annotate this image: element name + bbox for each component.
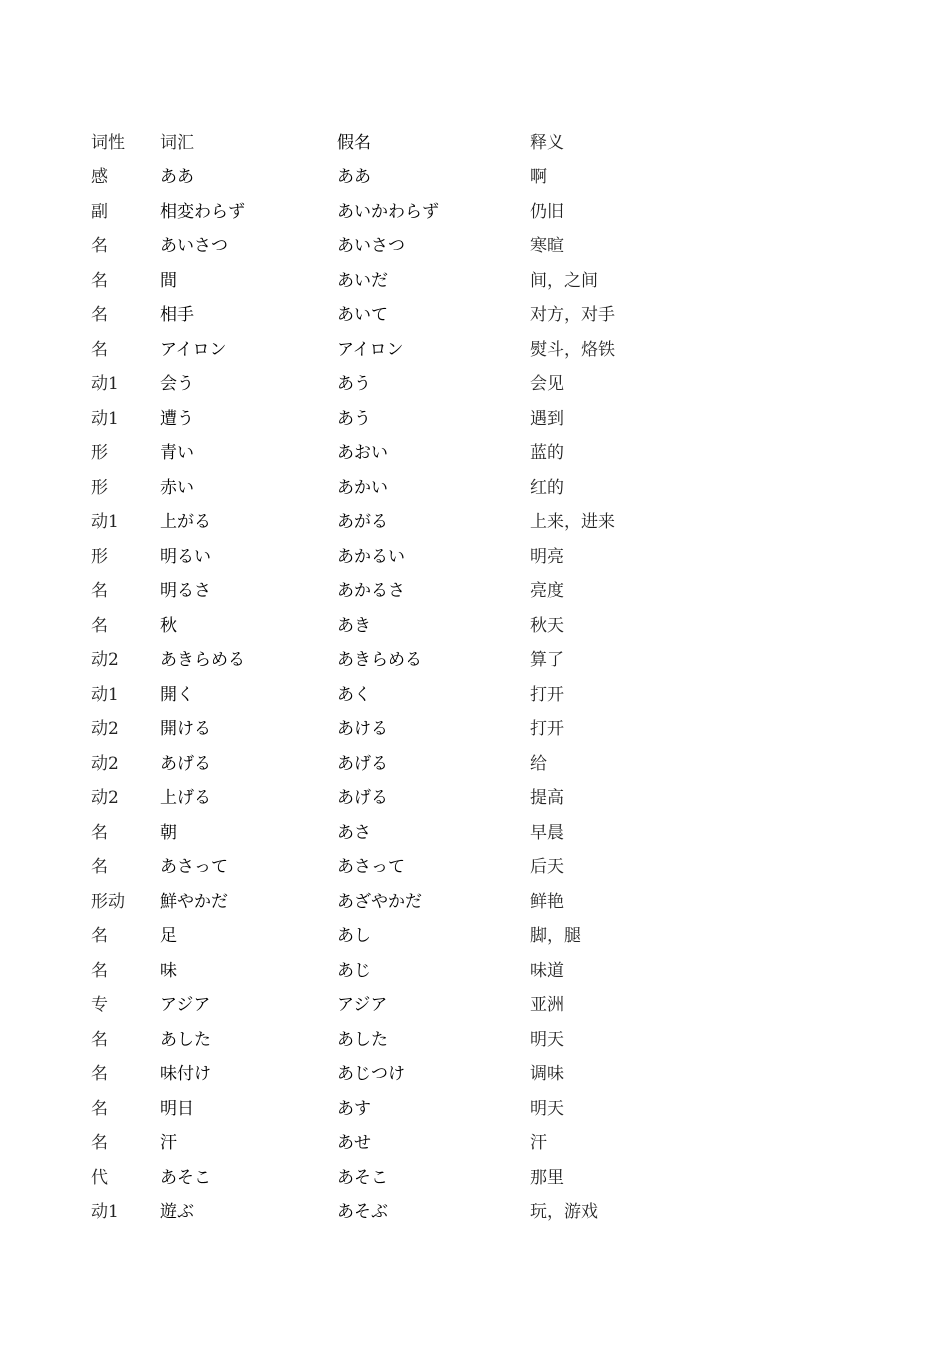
word-cell: 遊ぶ [160,1202,194,1223]
pos-cell: 名 [91,1098,108,1119]
table-row [91,641,691,676]
kana-cell: あいだ [337,270,388,291]
meaning-cell: 玩，游戏 [530,1202,598,1223]
meaning-cell: 熨斗，烙铁 [530,339,615,360]
table-row [91,710,691,745]
table-row [91,468,691,503]
word-cell: あそこ [160,1167,211,1188]
pos-cell: 动2 [91,650,119,671]
table-row [91,537,691,572]
meaning-cell: 对方，对手 [530,305,615,326]
word-cell: 汗 [160,1133,177,1154]
table-row [91,744,691,779]
meaning-cell: 亮度 [530,581,564,602]
meaning-cell: 秋天 [530,615,564,636]
table-row [91,399,691,434]
kana-cell: あがる [337,512,388,533]
kana-cell: あかい [337,477,388,498]
word-cell: 青い [160,443,194,464]
pos-cell: 名 [91,1064,108,1085]
table-row [91,1193,691,1228]
word-cell: 明るさ [160,581,211,602]
table-row [91,882,691,917]
word-cell: 会う [160,374,194,395]
word-cell: 開く [160,684,194,705]
word-cell: 足 [160,926,177,947]
meaning-cell: 会见 [530,374,564,395]
table-row [91,1055,691,1090]
kana-cell: あきらめる [337,650,422,671]
word-cell: アイロン [160,339,227,360]
header-meaning: 释义 [530,132,564,153]
table-row [91,365,691,400]
meaning-cell: 啊 [530,167,547,188]
kana-cell: あける [337,719,388,740]
word-cell: 相手 [160,305,194,326]
word-cell: 朝 [160,822,177,843]
kana-cell: あさ [337,822,371,843]
pos-cell: 名 [91,926,108,947]
kana-cell: あし [337,926,371,947]
table-row [91,675,691,710]
header-word: 词汇 [160,132,194,153]
pos-cell: 动2 [91,788,119,809]
table-row [91,951,691,986]
meaning-cell: 算了 [530,650,564,671]
pos-cell: 名 [91,960,108,981]
meaning-cell: 后天 [530,857,564,878]
pos-cell: 名 [91,305,108,326]
pos-cell: 名 [91,1029,108,1050]
table-row [91,572,691,607]
meaning-cell: 间，之间 [530,270,598,291]
word-cell: 開ける [160,719,211,740]
meaning-cell: 鲜艳 [530,891,564,912]
pos-cell: 专 [91,995,108,1016]
pos-cell: 动2 [91,753,119,774]
pos-cell: 形 [91,546,108,567]
header-kana: 假名 [337,132,371,153]
word-cell: 味 [160,960,177,981]
kana-cell: あそこ [337,1167,388,1188]
table-row [91,813,691,848]
word-cell: 上がる [160,512,211,533]
word-cell: あした [160,1029,211,1050]
kana-cell: あき [337,615,371,636]
table-row [91,1089,691,1124]
meaning-cell: 蓝的 [530,443,564,464]
word-cell: あきらめる [160,650,245,671]
pos-cell: 动1 [91,684,119,705]
word-cell: あさって [160,857,228,878]
meaning-cell: 红的 [530,477,564,498]
table-row [91,917,691,952]
table-row [91,158,691,193]
pos-cell: 副 [91,201,108,222]
table-row [91,1124,691,1159]
word-cell: 味付け [160,1064,211,1085]
kana-cell: あかるさ [337,581,405,602]
meaning-cell: 明天 [530,1098,564,1119]
meaning-cell: 给 [530,753,547,774]
meaning-cell: 打开 [530,684,564,705]
word-cell: 秋 [160,615,177,636]
kana-cell: あう [337,374,371,395]
pos-cell: 感 [91,167,108,188]
pos-cell: 动1 [91,374,119,395]
word-cell: あげる [160,753,211,774]
table-row [91,192,691,227]
pos-cell: 形动 [91,891,125,912]
kana-cell: アジア [337,995,388,1016]
pos-cell: 名 [91,581,108,602]
kana-cell: アイロン [337,339,404,360]
pos-cell: 名 [91,857,108,878]
table-row [91,986,691,1021]
word-cell: アジア [160,995,211,1016]
table-row [91,848,691,883]
kana-cell: あいて [337,305,388,326]
table-body [91,158,691,1228]
kana-cell: あく [337,684,371,705]
kana-cell: あかるい [337,546,405,567]
word-cell: 明るい [160,546,211,567]
meaning-cell: 寒暄 [530,236,564,257]
pos-cell: 动2 [91,719,119,740]
pos-cell: 名 [91,236,108,257]
word-cell: あいさつ [160,236,228,257]
pos-cell: 名 [91,615,108,636]
pos-cell: 动1 [91,512,119,533]
pos-cell: 名 [91,270,108,291]
pos-cell: 形 [91,443,108,464]
table-row [91,1158,691,1193]
meaning-cell: 遇到 [530,408,564,429]
word-cell: 鮮やかだ [160,891,228,912]
kana-cell: あじ [337,960,371,981]
meaning-cell: 调味 [530,1064,564,1085]
meaning-cell: 早晨 [530,822,564,843]
table-row [91,434,691,469]
word-cell: 遭う [160,408,194,429]
meaning-cell: 那里 [530,1167,564,1188]
pos-cell: 动1 [91,408,119,429]
table-row [91,296,691,331]
table-row [91,503,691,538]
meaning-cell: 明亮 [530,546,564,567]
table-row [91,261,691,296]
table-row [91,227,691,262]
kana-cell: あざやかだ [337,891,422,912]
kana-cell: あした [337,1029,388,1050]
kana-cell: ああ [337,167,371,188]
pos-cell: 动1 [91,1202,119,1223]
kana-cell: あげる [337,753,388,774]
kana-cell: あいかわらず [337,201,439,222]
table-row [91,1020,691,1055]
kana-cell: あそぶ [337,1202,388,1223]
word-cell: 相変わらず [160,201,245,222]
meaning-cell: 明天 [530,1029,564,1050]
pos-cell: 形 [91,477,108,498]
word-cell: 赤い [160,477,194,498]
kana-cell: あじつけ [337,1064,405,1085]
word-cell: 明日 [160,1098,194,1119]
pos-cell: 名 [91,822,108,843]
table-header-row [91,123,691,158]
word-cell: 上げる [160,788,211,809]
pos-cell: 名 [91,339,108,360]
kana-cell: あせ [337,1133,371,1154]
kana-cell: あさって [337,857,405,878]
meaning-cell: 味道 [530,960,564,981]
word-cell: 間 [160,270,177,291]
pos-cell: 名 [91,1133,108,1154]
meaning-cell: 提高 [530,788,564,809]
kana-cell: あおい [337,443,388,464]
meaning-cell: 打开 [530,719,564,740]
kana-cell: あう [337,408,371,429]
meaning-cell: 脚，腿 [530,926,581,947]
kana-cell: あいさつ [337,236,405,257]
table-row [91,779,691,814]
pos-cell: 代 [91,1167,108,1188]
table-row [91,330,691,365]
meaning-cell: 上来，进来 [530,512,615,533]
table-row [91,606,691,641]
header-pos: 词性 [91,132,125,153]
meaning-cell: 汗 [530,1133,547,1154]
kana-cell: あす [337,1098,371,1119]
meaning-cell: 仍旧 [530,201,564,222]
kana-cell: あげる [337,788,388,809]
meaning-cell: 亚洲 [530,995,564,1016]
vocabulary-table [91,123,691,1227]
word-cell: ああ [160,167,194,188]
